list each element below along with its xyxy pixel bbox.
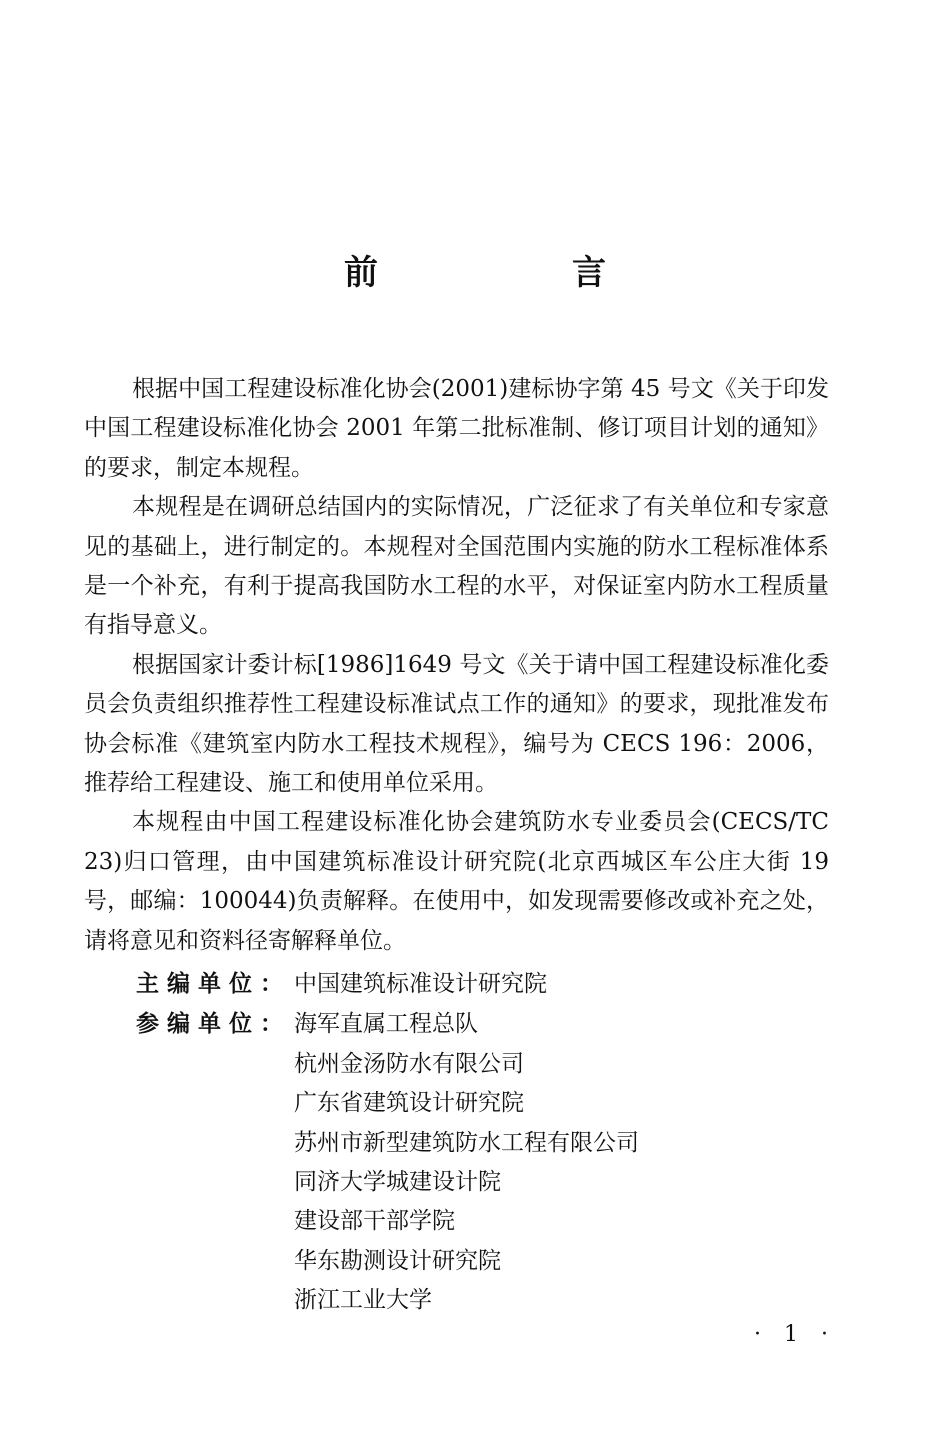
participating-units-row (136, 1004, 836, 1320)
participating-unit: 同济大学城建设计院 (294, 1169, 501, 1196)
paragraph-3: 根据国家计委计标[1986]1649 号文《关于请中国工程建设标准化委员会负责组织推荐性工程建设标准试点工作的通知》的要求，现批准发布协会标准《建筑室内防水工程技术规程》，编号为 CECS 196：2006，推荐给工程建设、施工和使用单位采用。 (84, 651, 829, 797)
page-title: 前 言 (344, 253, 686, 293)
chief-unit-label: 主编单位： (136, 970, 291, 997)
participating-unit: 广东省建筑设计研究院 (294, 1090, 524, 1117)
chief-unit-name: 中国建筑标准设计研究院 (294, 971, 547, 997)
participating-unit: 建设部干部学院 (294, 1208, 455, 1235)
participating-units-list (294, 1005, 639, 1320)
participating-unit: 华东勘测设计研究院 (294, 1247, 501, 1274)
participating-unit: 杭州金汤防水有限公司 (294, 1050, 524, 1077)
chief-unit-row (136, 964, 836, 1004)
participating-units-label: 参编单位： (136, 1010, 291, 1038)
participating-unit: 苏州市新型建筑防水工程有限公司 (294, 1129, 639, 1156)
units-section (136, 964, 836, 1321)
paragraph-2: 本规程是在调研总结国内的实际情况，广泛征求了有关单位和专家意见的基础上，进行制定的。本规程对全国范围内实施的防水工程标准体系是一个补充，有利于提高我国防水工程的水平，对保证室内防水工程质量有指导意义。 (84, 494, 829, 639)
participating-unit: 浙江工业大学 (294, 1287, 432, 1314)
paragraph-1: 根据中国工程建设标准化协会(2001)建标协字第 45 号文《关于印发中国工程建设标准化协会 2001 年第二批标准制、修订项目计划的通知》的要求，制定本规程。 (84, 376, 829, 481)
page-number: · 1 · (754, 1322, 836, 1347)
paragraph-4: 本规程由中国工程建设标准化协会建筑防水专业委员会(CECS/TC 23)归口管理，由中国建筑标准设计研究院(北京西城区车公庄大街 19 号，邮编：100044)负责解释。在使用中，如发现需要修改或补充之处，请将意见和资料径寄解释单位。 (84, 809, 829, 954)
preface-body (84, 370, 829, 961)
participating-unit: 海军直属工程总队 (294, 1011, 478, 1038)
